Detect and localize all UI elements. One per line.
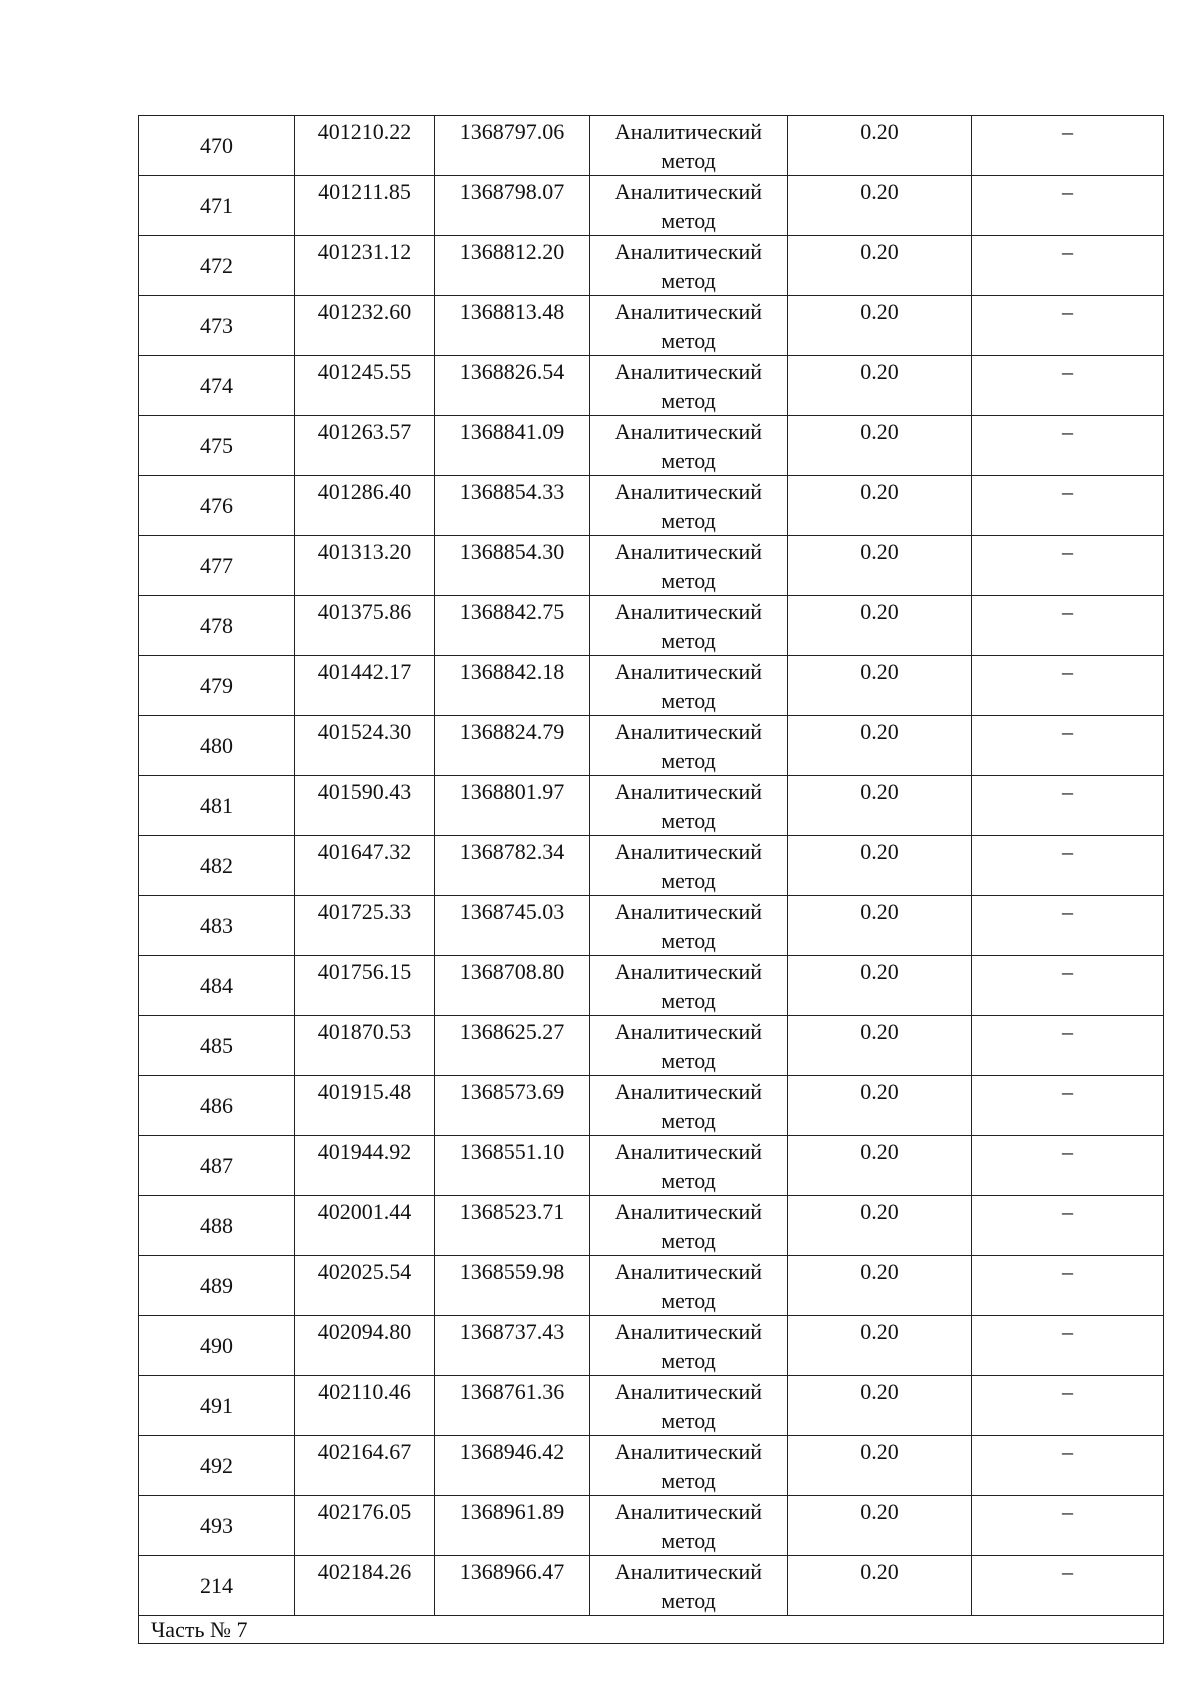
- method-cell: [590, 416, 788, 476]
- y-coordinate-cell: 1368841.09: [435, 416, 590, 476]
- note-cell: –: [972, 536, 1164, 596]
- y-coordinate-cell: 1368854.30: [435, 536, 590, 596]
- y-coordinate-cell: 1368782.34: [435, 836, 590, 896]
- method-line-2: метод: [661, 1528, 716, 1553]
- method-line-1: Аналитический: [614, 779, 763, 804]
- point-number-cell: 492: [139, 1436, 295, 1496]
- method-line-2: метод: [661, 1348, 716, 1373]
- method-cell: [590, 1076, 788, 1136]
- note-cell: –: [972, 116, 1164, 176]
- method-cell: [590, 1196, 788, 1256]
- accuracy-cell: 0.20: [788, 356, 972, 416]
- method-line-1: Аналитический: [614, 1379, 763, 1404]
- point-number-cell: 476: [139, 476, 295, 536]
- note-cell: –: [972, 1196, 1164, 1256]
- accuracy-cell: 0.20: [788, 1196, 972, 1256]
- table-row: [139, 536, 1164, 596]
- method-line-1: Аналитический: [614, 539, 763, 564]
- y-coordinate-cell: 1368842.18: [435, 656, 590, 716]
- x-coordinate-cell: 401232.60: [295, 296, 435, 356]
- method-line-1: Аналитический: [614, 959, 763, 984]
- method-line-2: метод: [661, 1588, 716, 1613]
- y-coordinate-cell: 1368559.98: [435, 1256, 590, 1316]
- table-row: [139, 1016, 1164, 1076]
- x-coordinate-cell: 401870.53: [295, 1016, 435, 1076]
- table-row: [139, 1256, 1164, 1316]
- x-coordinate-cell: 401647.32: [295, 836, 435, 896]
- y-coordinate-cell: 1368812.20: [435, 236, 590, 296]
- part-label: Часть № 7: [139, 1616, 1164, 1644]
- accuracy-cell: 0.20: [788, 1016, 972, 1076]
- method-line-1: Аналитический: [614, 239, 763, 264]
- y-coordinate-cell: 1368824.79: [435, 716, 590, 776]
- method-line-1: Аналитический: [614, 719, 763, 744]
- method-cell: [590, 716, 788, 776]
- method-cell: [590, 116, 788, 176]
- accuracy-cell: 0.20: [788, 176, 972, 236]
- table-row: [139, 836, 1164, 896]
- method-cell: [590, 536, 788, 596]
- table-row: [139, 1496, 1164, 1556]
- table-row: [139, 596, 1164, 656]
- point-number-cell: 474: [139, 356, 295, 416]
- accuracy-cell: 0.20: [788, 776, 972, 836]
- point-number-cell: 493: [139, 1496, 295, 1556]
- y-coordinate-cell: 1368801.97: [435, 776, 590, 836]
- y-coordinate-cell: 1368946.42: [435, 1436, 590, 1496]
- note-cell: –: [972, 1376, 1164, 1436]
- accuracy-cell: 0.20: [788, 1556, 972, 1616]
- table-row: [139, 1376, 1164, 1436]
- point-number-cell: 478: [139, 596, 295, 656]
- accuracy-cell: 0.20: [788, 296, 972, 356]
- note-cell: –: [972, 716, 1164, 776]
- accuracy-cell: 0.20: [788, 956, 972, 1016]
- point-number-cell: 485: [139, 1016, 295, 1076]
- accuracy-cell: 0.20: [788, 1256, 972, 1316]
- method-line-1: Аналитический: [614, 1439, 763, 1464]
- method-cell: [590, 956, 788, 1016]
- method-cell: [590, 836, 788, 896]
- method-cell: [590, 1556, 788, 1616]
- note-cell: –: [972, 176, 1164, 236]
- method-cell: [590, 1376, 788, 1436]
- method-line-1: Аналитический: [614, 359, 763, 384]
- table-row: [139, 356, 1164, 416]
- y-coordinate-cell: 1368625.27: [435, 1016, 590, 1076]
- note-cell: –: [972, 1016, 1164, 1076]
- x-coordinate-cell: 401313.20: [295, 536, 435, 596]
- note-cell: –: [972, 776, 1164, 836]
- x-coordinate-cell: 401590.43: [295, 776, 435, 836]
- x-coordinate-cell: 402094.80: [295, 1316, 435, 1376]
- point-number-cell: 488: [139, 1196, 295, 1256]
- table-row: [139, 896, 1164, 956]
- footer-row: [139, 1616, 1164, 1644]
- table-row: [139, 416, 1164, 476]
- note-cell: –: [972, 596, 1164, 656]
- method-line-2: метод: [661, 1108, 716, 1133]
- y-coordinate-cell: 1368961.89: [435, 1496, 590, 1556]
- method-cell: [590, 896, 788, 956]
- method-line-1: Аналитический: [614, 659, 763, 684]
- x-coordinate-cell: 402025.54: [295, 1256, 435, 1316]
- accuracy-cell: 0.20: [788, 1436, 972, 1496]
- note-cell: –: [972, 356, 1164, 416]
- note-cell: –: [972, 1136, 1164, 1196]
- point-number-cell: 482: [139, 836, 295, 896]
- accuracy-cell: 0.20: [788, 416, 972, 476]
- table-row: [139, 1556, 1164, 1616]
- x-coordinate-cell: 401915.48: [295, 1076, 435, 1136]
- method-cell: [590, 1136, 788, 1196]
- y-coordinate-cell: 1368854.33: [435, 476, 590, 536]
- method-line-2: метод: [661, 148, 716, 173]
- method-cell: [590, 236, 788, 296]
- note-cell: –: [972, 1256, 1164, 1316]
- method-line-1: Аналитический: [614, 179, 763, 204]
- accuracy-cell: 0.20: [788, 1316, 972, 1376]
- method-line-1: Аналитический: [614, 599, 763, 624]
- table-row: [139, 1316, 1164, 1376]
- note-cell: –: [972, 236, 1164, 296]
- method-line-1: Аналитический: [614, 299, 763, 324]
- method-cell: [590, 656, 788, 716]
- method-line-2: метод: [661, 868, 716, 893]
- method-cell: [590, 596, 788, 656]
- note-cell: –: [972, 956, 1164, 1016]
- note-cell: –: [972, 1076, 1164, 1136]
- accuracy-cell: 0.20: [788, 476, 972, 536]
- y-coordinate-cell: 1368737.43: [435, 1316, 590, 1376]
- x-coordinate-cell: 401211.85: [295, 176, 435, 236]
- point-number-cell: 471: [139, 176, 295, 236]
- table-row: [139, 1136, 1164, 1196]
- point-number-cell: 484: [139, 956, 295, 1016]
- y-coordinate-cell: 1368813.48: [435, 296, 590, 356]
- note-cell: –: [972, 296, 1164, 356]
- table-row: [139, 1076, 1164, 1136]
- table-row: [139, 176, 1164, 236]
- method-line-1: Аналитический: [614, 119, 763, 144]
- method-line-1: Аналитический: [614, 899, 763, 924]
- accuracy-cell: 0.20: [788, 536, 972, 596]
- method-line-1: Аналитический: [614, 419, 763, 444]
- x-coordinate-cell: 401944.92: [295, 1136, 435, 1196]
- method-cell: [590, 1256, 788, 1316]
- method-line-2: метод: [661, 1168, 716, 1193]
- table-row: [139, 476, 1164, 536]
- point-number-cell: 487: [139, 1136, 295, 1196]
- method-line-1: Аналитический: [614, 1499, 763, 1524]
- method-cell: [590, 296, 788, 356]
- note-cell: –: [972, 1436, 1164, 1496]
- table-row: [139, 1196, 1164, 1256]
- note-cell: –: [972, 656, 1164, 716]
- accuracy-cell: 0.20: [788, 596, 972, 656]
- table-body: [139, 116, 1164, 1644]
- x-coordinate-cell: 401756.15: [295, 956, 435, 1016]
- table-row: [139, 956, 1164, 1016]
- method-cell: [590, 776, 788, 836]
- method-line-2: метод: [661, 568, 716, 593]
- accuracy-cell: 0.20: [788, 116, 972, 176]
- point-number-cell: 490: [139, 1316, 295, 1376]
- point-number-cell: 480: [139, 716, 295, 776]
- method-line-2: метод: [661, 1288, 716, 1313]
- method-line-2: метод: [661, 1408, 716, 1433]
- y-coordinate-cell: 1368573.69: [435, 1076, 590, 1136]
- x-coordinate-cell: 402001.44: [295, 1196, 435, 1256]
- x-coordinate-cell: 401286.40: [295, 476, 435, 536]
- method-cell: [590, 1436, 788, 1496]
- accuracy-cell: 0.20: [788, 1376, 972, 1436]
- x-coordinate-cell: 402184.26: [295, 1556, 435, 1616]
- table-row: [139, 656, 1164, 716]
- point-number-cell: 481: [139, 776, 295, 836]
- y-coordinate-cell: 1368745.03: [435, 896, 590, 956]
- y-coordinate-cell: 1368797.06: [435, 116, 590, 176]
- table-row: [139, 716, 1164, 776]
- point-number-cell: 472: [139, 236, 295, 296]
- y-coordinate-cell: 1368798.07: [435, 176, 590, 236]
- method-line-2: метод: [661, 748, 716, 773]
- method-cell: [590, 1496, 788, 1556]
- method-line-2: метод: [661, 1228, 716, 1253]
- method-line-1: Аналитический: [614, 1019, 763, 1044]
- method-line-2: метод: [661, 508, 716, 533]
- x-coordinate-cell: 402110.46: [295, 1376, 435, 1436]
- point-number-cell: 479: [139, 656, 295, 716]
- point-number-cell: 486: [139, 1076, 295, 1136]
- method-cell: [590, 1016, 788, 1076]
- x-coordinate-cell: 401245.55: [295, 356, 435, 416]
- x-coordinate-cell: 401210.22: [295, 116, 435, 176]
- table-row: [139, 236, 1164, 296]
- point-number-cell: 470: [139, 116, 295, 176]
- method-line-1: Аналитический: [614, 1199, 763, 1224]
- accuracy-cell: 0.20: [788, 836, 972, 896]
- accuracy-cell: 0.20: [788, 896, 972, 956]
- method-line-1: Аналитический: [614, 1139, 763, 1164]
- x-coordinate-cell: 402176.05: [295, 1496, 435, 1556]
- point-number-cell: 489: [139, 1256, 295, 1316]
- accuracy-cell: 0.20: [788, 716, 972, 776]
- y-coordinate-cell: 1368551.10: [435, 1136, 590, 1196]
- method-line-2: метод: [661, 808, 716, 833]
- method-line-2: метод: [661, 1048, 716, 1073]
- note-cell: –: [972, 1556, 1164, 1616]
- method-line-1: Аналитический: [614, 1319, 763, 1344]
- note-cell: –: [972, 1496, 1164, 1556]
- note-cell: –: [972, 1316, 1164, 1376]
- x-coordinate-cell: 402164.67: [295, 1436, 435, 1496]
- method-line-2: метод: [661, 388, 716, 413]
- y-coordinate-cell: 1368761.36: [435, 1376, 590, 1436]
- x-coordinate-cell: 401442.17: [295, 656, 435, 716]
- note-cell: –: [972, 476, 1164, 536]
- method-line-2: метод: [661, 628, 716, 653]
- accuracy-cell: 0.20: [788, 656, 972, 716]
- accuracy-cell: 0.20: [788, 1076, 972, 1136]
- method-cell: [590, 176, 788, 236]
- method-line-2: метод: [661, 1468, 716, 1493]
- x-coordinate-cell: 401231.12: [295, 236, 435, 296]
- table-row: [139, 776, 1164, 836]
- method-line-2: метод: [661, 448, 716, 473]
- x-coordinate-cell: 401263.57: [295, 416, 435, 476]
- y-coordinate-cell: 1368826.54: [435, 356, 590, 416]
- method-line-1: Аналитический: [614, 1079, 763, 1104]
- method-cell: [590, 476, 788, 536]
- table-row: [139, 296, 1164, 356]
- table-row: [139, 1436, 1164, 1496]
- point-number-cell: 473: [139, 296, 295, 356]
- note-cell: –: [972, 896, 1164, 956]
- method-line-2: метод: [661, 268, 716, 293]
- method-line-2: метод: [661, 688, 716, 713]
- point-number-cell: 475: [139, 416, 295, 476]
- coordinates-table: [138, 115, 1164, 1644]
- y-coordinate-cell: 1368708.80: [435, 956, 590, 1016]
- method-line-2: метод: [661, 328, 716, 353]
- y-coordinate-cell: 1368523.71: [435, 1196, 590, 1256]
- accuracy-cell: 0.20: [788, 1496, 972, 1556]
- method-line-2: метод: [661, 928, 716, 953]
- point-number-cell: 477: [139, 536, 295, 596]
- table-row: [139, 116, 1164, 176]
- point-number-cell: 483: [139, 896, 295, 956]
- method-line-1: Аналитический: [614, 839, 763, 864]
- x-coordinate-cell: 401524.30: [295, 716, 435, 776]
- y-coordinate-cell: 1368842.75: [435, 596, 590, 656]
- method-line-2: метод: [661, 208, 716, 233]
- note-cell: –: [972, 416, 1164, 476]
- x-coordinate-cell: 401375.86: [295, 596, 435, 656]
- accuracy-cell: 0.20: [788, 236, 972, 296]
- method-line-1: Аналитический: [614, 1559, 763, 1584]
- note-cell: –: [972, 836, 1164, 896]
- method-line-2: метод: [661, 988, 716, 1013]
- method-line-1: Аналитический: [614, 479, 763, 504]
- method-cell: [590, 356, 788, 416]
- point-number-cell: 491: [139, 1376, 295, 1436]
- accuracy-cell: 0.20: [788, 1136, 972, 1196]
- point-number-cell: 214: [139, 1556, 295, 1616]
- y-coordinate-cell: 1368966.47: [435, 1556, 590, 1616]
- method-line-1: Аналитический: [614, 1259, 763, 1284]
- method-cell: [590, 1316, 788, 1376]
- x-coordinate-cell: 401725.33: [295, 896, 435, 956]
